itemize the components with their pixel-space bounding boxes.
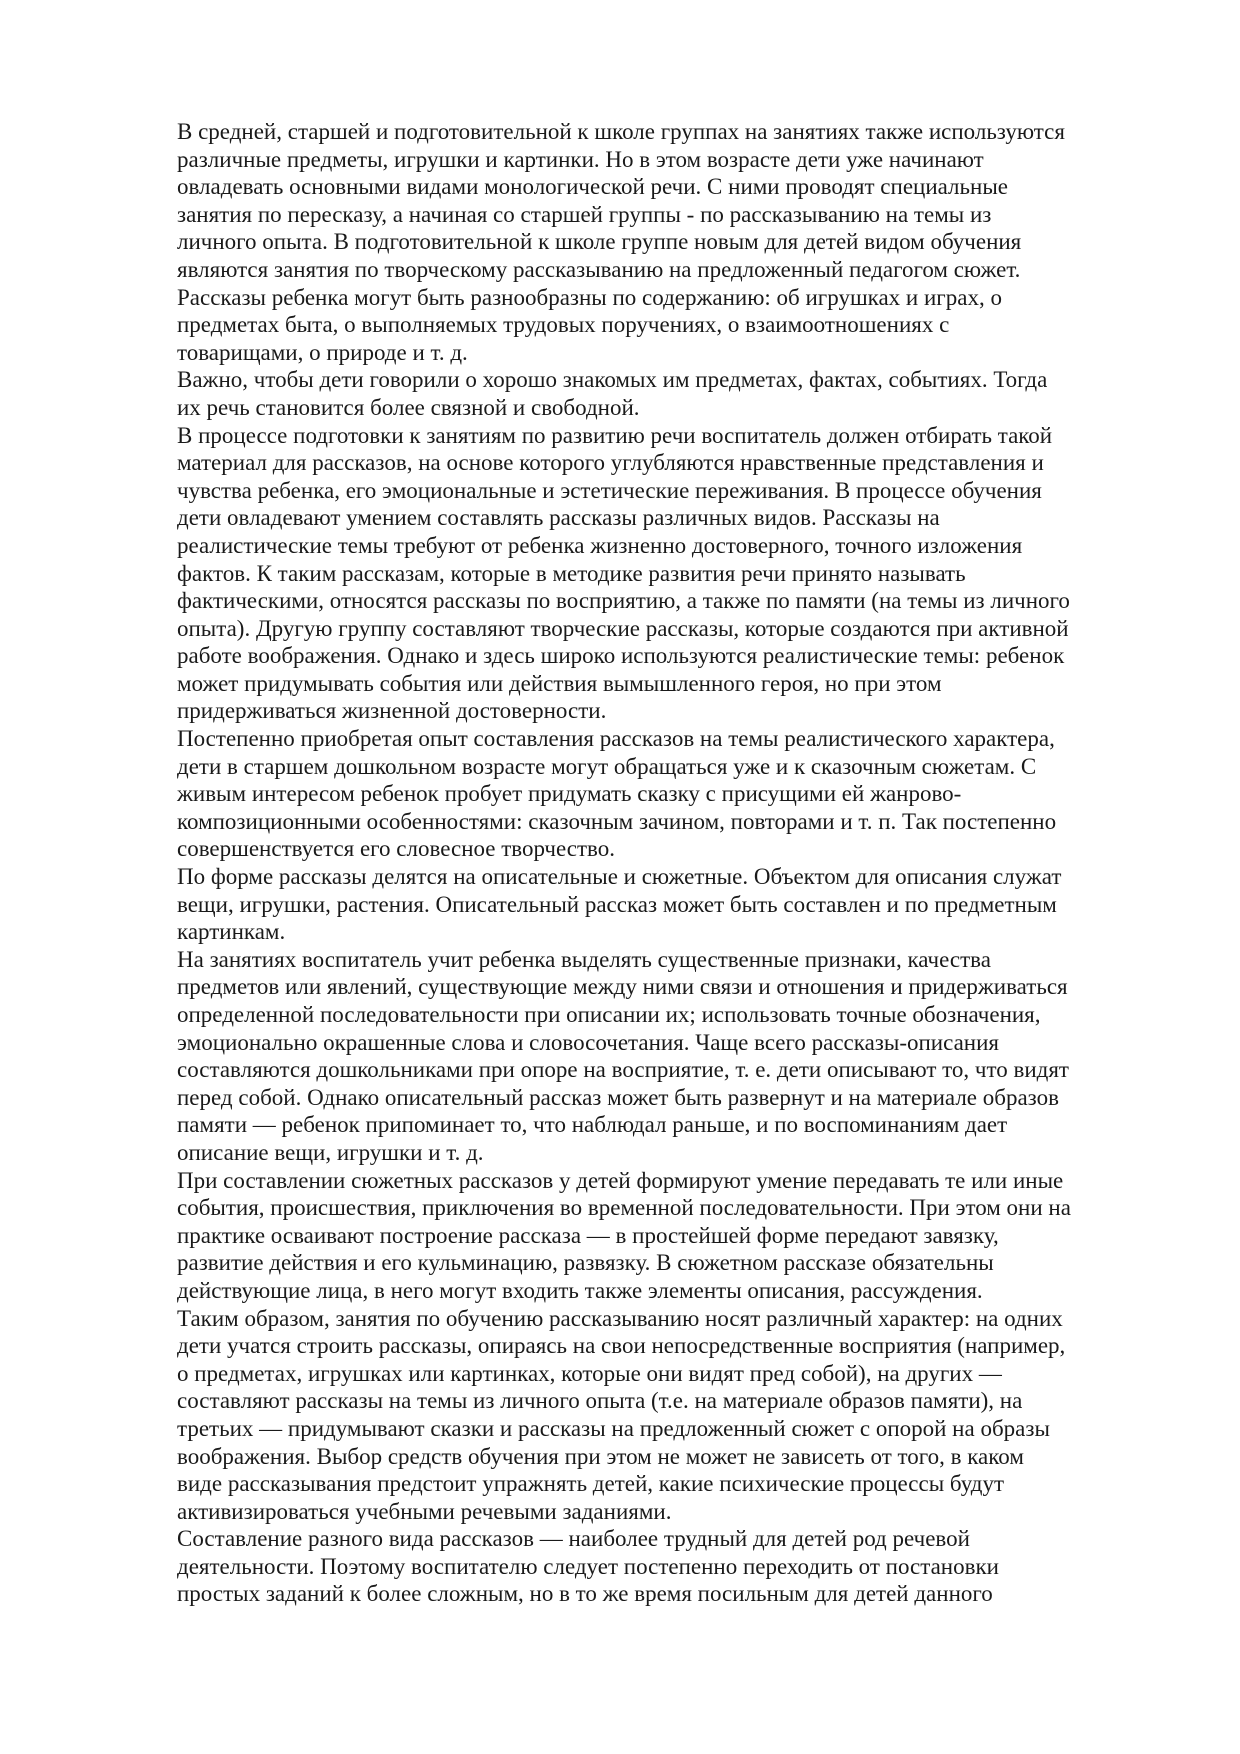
text-line: действующие лица, в него могут входить также элементы описания, рассуждения. [177,1277,983,1303]
text-line: совершенствуется его словесное творчество. [177,836,615,862]
text-line: Рассказы ребенка могут быть разнообразны по содержанию: об игрушках и играх, о [177,284,1002,310]
text-line: виде рассказывания предстоит упражнять детей, какие психические процессы будут [177,1471,1005,1497]
text-line: о предметах, игрушках или картинках, которые они видят пред собой), на других — [177,1360,1002,1386]
text-line: опыта). Другую группу составляют творческие рассказы, которые создаются при активной [177,615,1069,641]
text-line: события, происшествия, приключения во временной последовательности. При этом они на [177,1195,1071,1221]
text-line: описание вещи, игрушки и т. д. [177,1139,484,1165]
text-line: придерживаться жизненной достоверности. [177,698,607,724]
text-line: фактическими, относятся рассказы по восприятию, а также по памяти (на темы из личного [177,588,1070,614]
text-line: эмоционально окрашенные слова и словосочетания. Чаще всего рассказы-описания [177,1029,999,1055]
text-line: Составление разного вида рассказов — наиболее трудный для детей род речевой [177,1526,970,1552]
text-line: картинкам. [177,919,286,945]
text-line: реалистические темы требуют от ребенка жизненно достоверного, точного изложения [177,532,1023,558]
text-line: составляют рассказы на темы из личного опыта (т.е. на материале образов памяти), на [177,1388,1023,1414]
text-line: развитие действия и его кульминацию, развязку. В сюжетном рассказе обязательны [177,1250,994,1276]
text-line: овладевать основными видами монологической речи. С ними проводят специальные [177,174,1008,200]
text-line: работе воображения. Однако и здесь широко используются реалистические темы: ребенок [177,643,1065,669]
text-line: материал для рассказов, на основе которого углубляются нравственные представления и [177,450,1044,476]
text-line: дети учатся строить рассказы, опираясь на свои непосредственные восприятия (например, [177,1333,1066,1359]
text-line: деятельности. Поэтому воспитателю следует постепенно переходить от постановки [177,1553,999,1579]
text-line: Таким образом, занятия по обучению рассказыванию носят различный характер: на одних [177,1305,1063,1331]
text-line: их речь становится более связной и свободной. [177,394,640,420]
text-line: На занятиях воспитатель учит ребенка выделять существенные признаки, качества [177,946,991,972]
text-line: предметах быта, о выполняемых трудовых поручениях, о взаимоотношениях с [177,312,950,338]
text-line: Постепенно приобретая опыт составления рассказов на темы реалистического характера, [177,726,1055,752]
text-line: являются занятия по творческому рассказыванию на предложенный педагогом сюжет. [177,256,1021,282]
text-line: По форме рассказы делятся на описательные и сюжетные. Объектом для описания служат [177,864,1062,890]
text-line: предметов или явлений, существующие между ними связи и отношения и придерживаться [177,974,1068,1000]
text-line: практике осваивают построение рассказа — в простейшей форме передают завязку, [177,1222,999,1248]
text-line: дети овладевают умением составлять рассказы различных видов. Рассказы на [177,505,940,531]
text-line: В процессе подготовки к занятиям по развитию речи воспитатель должен отбирать такой [177,422,1053,448]
text-line: занятия по пересказу, а начиная со старшей группы - по рассказыванию на темы из [177,201,992,227]
text-line: может придумывать события или действия вымышленного героя, но при этом [177,670,942,696]
text-line: памяти — ребенок припоминает то, что наблюдал раньше, и по воспоминаниям дает [177,1112,1008,1138]
text-line: личного опыта. В подготовительной к школе группе новым для детей видом обучения [177,229,1022,255]
text-line: составляются дошкольниками при опоре на восприятие, т. е. дети описывают то, что видят [177,1057,1069,1083]
text-line: перед собой. Однако описательный рассказ может быть развернут и на материале образов [177,1084,1059,1110]
text-line: различные предметы, игрушки и картинки. Но в этом возрасте дети уже начинают [177,146,984,172]
text-line: товарищами, о природе и т. д. [177,339,468,365]
text-line: живым интересом ребенок пробует придумать сказку с присущими ей жанрово- [177,781,962,807]
text-line: третьих — придумывают сказки и рассказы на предложенный сюжет с опорой на образы [177,1415,1050,1441]
text-line: В средней, старшей и подготовительной к школе группах на занятиях также используются [177,119,1065,144]
text-line: Важно, чтобы дети говорили о хорошо знакомых им предметах, фактах, событиях. Тогда [177,367,1048,393]
text-line: определенной последовательности при описании их; использовать точные обозначения, [177,1002,1041,1027]
text-line: вещи, игрушки, растения. Описательный рассказ может быть составлен и по предметным [177,891,1057,917]
text-line: воображения. Выбор средств обучения при этом не может не зависеть от того, в каком [177,1443,1024,1469]
text-line: При составлении сюжетных рассказов у детей формируют умение передавать те или иные [177,1167,1064,1193]
text-line: фактов. К таким рассказам, которые в методике развития речи принято называть [177,560,966,586]
text-line: композиционными особенностями: сказочным зачином, повторами и т. п. Так постепенно [177,808,1057,834]
text-line: дети в старшем дошкольном возрасте могут обращаться уже и к сказочным сюжетам. С [177,753,1037,779]
text-line: простых заданий к более сложным, но в то же время посильным для детей данного [177,1581,993,1607]
text-line: активизироваться учебными речевыми заданиями. [177,1498,672,1524]
body-text [177,118,1162,1608]
text-line: чувства ребенка, его эмоциональные и эстетические переживания. В процессе обучения [177,477,1042,503]
